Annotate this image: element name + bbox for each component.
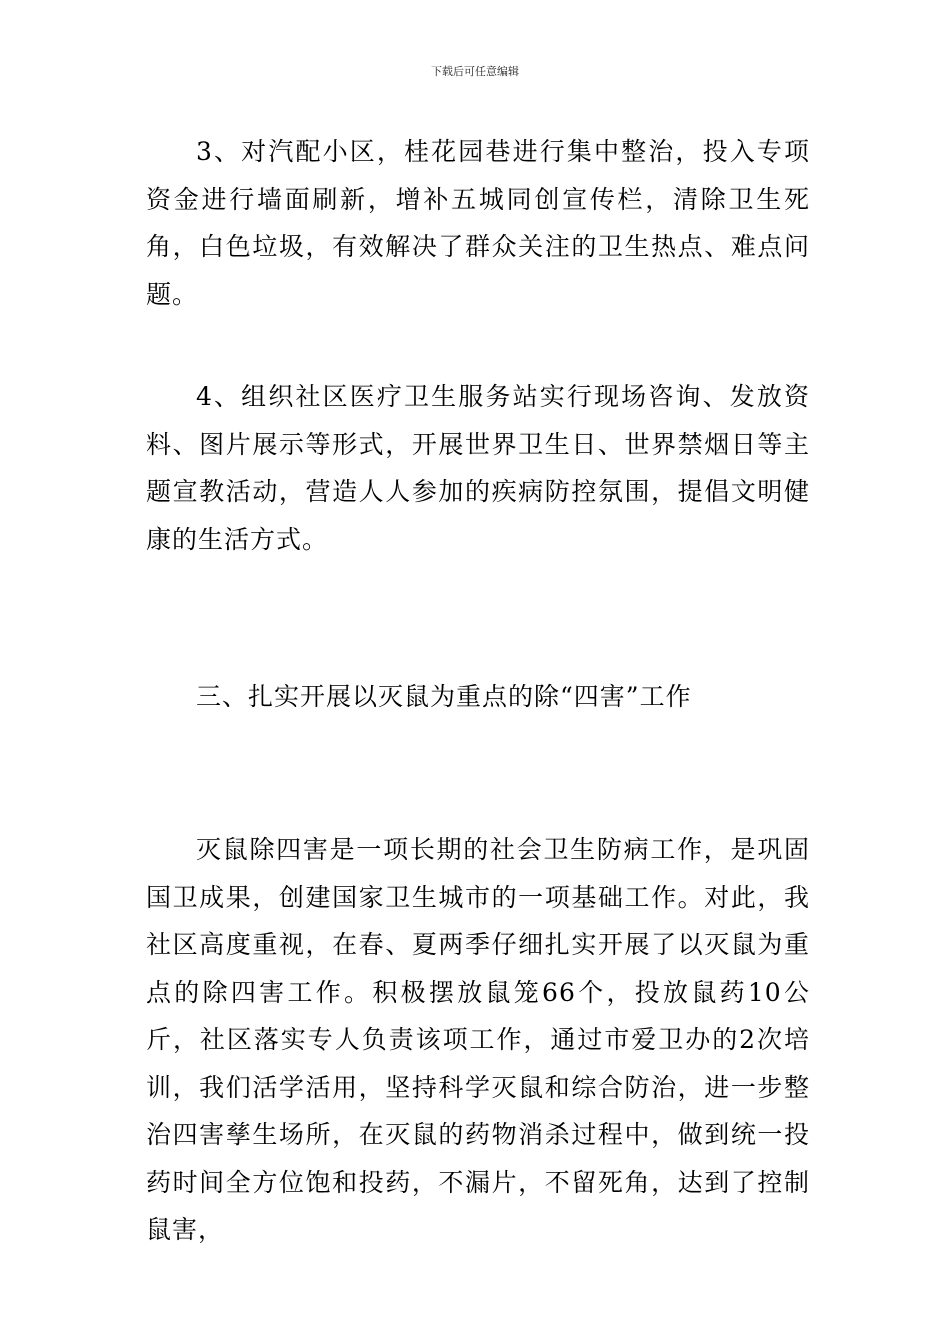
paragraph-rodent-control: 灭鼠除四害是一项长期的社会卫生防病工作，是巩固国卫成果，创建国家卫生城市的一项基础工作。对此，我社区高度重视，在春、夏两季仔细扎实开展了以灭鼠为重点的除四害工作。积极摆放鼠笼66个，投放鼠药10公斤，社区落实专人负责该项工作，通过市爱卫办的2次培训，我们活学活用，坚持科学灭鼠和综合防治，进一步整治四害孳生场所，在灭鼠的药物消杀过程中，做到统一投药时间全方位饱和投药，不漏片，不留死角，达到了控制鼠害， (146, 835, 810, 1244)
page-header-note: 下载后可任意编辑 (431, 65, 519, 78)
section-heading-three: 三、扎实开展以灭鼠为重点的除“四害”工作 (196, 682, 692, 711)
paragraph-item-4: 4、组织社区医疗卫生服务站实行现场咨询、发放资料、图片展示等形式，开展世界卫生日、世界禁烟日等主题宣教活动，营造人人参加的疾病防控氛围，提倡文明健康的生活方式。 (146, 382, 810, 554)
paragraph-item-3: 3、对汽配小区，桂花园巷进行集中整治，投入专项资金进行墙面刷新，增补五城同创宣传栏，清除卫生死角，白色垃圾，有效解决了群众关注的卫生热点、难点问题。 (146, 137, 810, 309)
